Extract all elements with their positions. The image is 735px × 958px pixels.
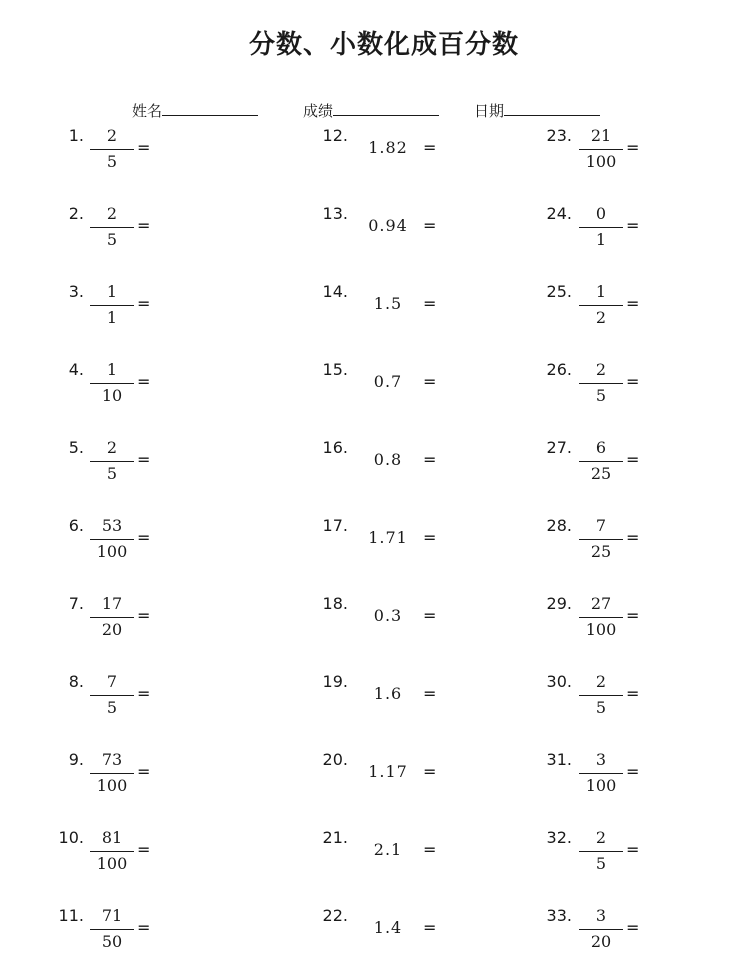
decimal-value: 0.3 (373, 606, 403, 625)
problem-number: 21. (322, 828, 348, 847)
equals-sign: = (423, 528, 437, 547)
equals-sign: = (423, 684, 437, 703)
problem-number: 15. (322, 360, 348, 379)
fraction (579, 750, 623, 802)
fraction-denominator: 25 (590, 464, 612, 483)
problem-number: 24. (546, 204, 572, 223)
fraction-denominator: 50 (101, 932, 123, 951)
fraction-numerator: 6 (595, 438, 607, 457)
problem-number: 6. (68, 516, 84, 535)
decimal-value: 0.7 (373, 372, 403, 391)
fraction-denominator: 100 (585, 776, 617, 795)
fraction-bar (579, 695, 623, 696)
fraction (579, 438, 623, 490)
fraction-numerator: 81 (101, 828, 123, 847)
equals-sign: = (626, 840, 640, 859)
decimal-value: 2.1 (373, 840, 403, 859)
fraction-denominator: 100 (96, 854, 128, 873)
date-blank[interactable] (504, 100, 600, 116)
fraction (579, 906, 623, 958)
fraction-numerator: 1 (106, 282, 118, 301)
decimal-value: 0.8 (373, 450, 403, 469)
equals-sign: = (423, 216, 437, 235)
equals-sign: = (137, 918, 151, 937)
fraction-numerator: 73 (101, 750, 123, 769)
fraction (579, 828, 623, 880)
equals-sign: = (423, 138, 437, 157)
fraction-numerator: 7 (595, 516, 607, 535)
equals-sign: = (626, 762, 640, 781)
fraction-denominator: 100 (585, 152, 617, 171)
problem-number: 18. (322, 594, 348, 613)
equals-sign: = (137, 216, 151, 235)
fraction-bar (90, 461, 134, 462)
decimal-value: 1.17 (368, 762, 408, 781)
decimal-value: 1.6 (373, 684, 403, 703)
fraction (579, 204, 623, 256)
problem-number: 4. (68, 360, 84, 379)
fraction-bar (579, 149, 623, 150)
equals-sign: = (137, 684, 151, 703)
fraction (579, 126, 623, 178)
equals-sign: = (626, 294, 640, 313)
equals-sign: = (137, 450, 151, 469)
fraction-numerator: 2 (106, 438, 118, 457)
fraction-bar (579, 383, 623, 384)
equals-sign: = (423, 294, 437, 313)
equals-sign: = (137, 294, 151, 313)
equals-sign: = (626, 138, 640, 157)
fraction-denominator: 100 (96, 776, 128, 795)
problem-number: 17. (322, 516, 348, 535)
fraction-numerator: 53 (101, 516, 123, 535)
fraction-denominator: 10 (101, 386, 123, 405)
problem-number: 10. (58, 828, 84, 847)
fraction-denominator: 1 (595, 230, 607, 249)
fraction-bar (579, 227, 623, 228)
problem-number: 33. (546, 906, 572, 925)
fraction-numerator: 2 (595, 828, 607, 847)
fraction (579, 516, 623, 568)
fraction-bar (90, 539, 134, 540)
problem-number: 27. (546, 438, 572, 457)
problem-number: 32. (546, 828, 572, 847)
fraction-bar (579, 851, 623, 852)
problem-number: 13. (322, 204, 348, 223)
problem-number: 1. (68, 126, 84, 145)
fraction-denominator: 100 (96, 542, 128, 561)
fraction-bar (579, 461, 623, 462)
equals-sign: = (626, 528, 640, 547)
fraction-bar (579, 929, 623, 930)
fraction-denominator: 5 (595, 854, 607, 873)
fraction-bar (90, 773, 134, 774)
problem-number: 30. (546, 672, 572, 691)
problem-number: 29. (546, 594, 572, 613)
fraction-denominator: 1 (106, 308, 118, 327)
problem-number: 23. (546, 126, 572, 145)
fraction (579, 360, 623, 412)
decimal-value: 1.71 (368, 528, 408, 547)
fraction-bar (90, 617, 134, 618)
decimal-value: 1.82 (368, 138, 408, 157)
fraction-numerator: 1 (595, 282, 607, 301)
problem-number: 19. (322, 672, 348, 691)
equals-sign: = (137, 840, 151, 859)
fraction-numerator: 3 (595, 906, 607, 925)
name-field[interactable] (132, 100, 258, 121)
fraction-denominator: 5 (106, 152, 118, 171)
decimal-value: 0.94 (368, 216, 408, 235)
fraction-numerator: 17 (101, 594, 123, 613)
problem-number: 28. (546, 516, 572, 535)
date-field[interactable] (474, 100, 600, 121)
problem-number: 3. (68, 282, 84, 301)
problem-number: 25. (546, 282, 572, 301)
fraction (90, 282, 134, 334)
fraction-bar (579, 773, 623, 774)
fraction (90, 204, 134, 256)
fraction-bar (90, 851, 134, 852)
fraction-denominator: 5 (106, 698, 118, 717)
fraction-numerator: 71 (101, 906, 123, 925)
equals-sign: = (423, 606, 437, 625)
problem-number: 8. (68, 672, 84, 691)
fraction-denominator: 5 (595, 386, 607, 405)
problem-number: 2. (68, 204, 84, 223)
equals-sign: = (137, 528, 151, 547)
equals-sign: = (626, 684, 640, 703)
fraction-bar (579, 539, 623, 540)
problem-number: 9. (68, 750, 84, 769)
fraction-numerator: 1 (106, 360, 118, 379)
fraction (90, 828, 134, 880)
decimal-value: 1.4 (373, 918, 403, 937)
fraction-bar (90, 929, 134, 930)
score-field[interactable] (303, 100, 439, 121)
problem-number: 20. (322, 750, 348, 769)
name-label: 姓名 (132, 102, 163, 120)
fraction (90, 126, 134, 178)
fraction-numerator: 0 (595, 204, 607, 223)
problem-number: 26. (546, 360, 572, 379)
fraction-numerator: 27 (590, 594, 612, 613)
fraction (579, 672, 623, 724)
fraction-numerator: 7 (106, 672, 118, 691)
page-title: 分数、小数化成百分数 (248, 30, 519, 60)
equals-sign: = (423, 372, 437, 391)
fraction-numerator: 3 (595, 750, 607, 769)
equals-sign: = (423, 840, 437, 859)
fraction-bar (90, 383, 134, 384)
fraction-denominator: 5 (595, 698, 607, 717)
fraction-bar (90, 149, 134, 150)
fraction (90, 516, 134, 568)
fraction-denominator: 5 (106, 464, 118, 483)
equals-sign: = (626, 450, 640, 469)
problem-number: 12. (322, 126, 348, 145)
fraction-numerator: 2 (106, 204, 118, 223)
fraction-bar (90, 695, 134, 696)
problem-number: 22. (322, 906, 348, 925)
equals-sign: = (137, 606, 151, 625)
equals-sign: = (137, 138, 151, 157)
fraction-denominator: 2 (595, 308, 607, 327)
fraction (90, 750, 134, 802)
problem-number: 14. (322, 282, 348, 301)
equals-sign: = (423, 762, 437, 781)
problem-number: 7. (68, 594, 84, 613)
score-label: 成绩 (303, 102, 334, 120)
equals-sign: = (626, 216, 640, 235)
fraction-numerator: 2 (106, 126, 118, 145)
fraction (90, 360, 134, 412)
fraction-bar (90, 305, 134, 306)
name-blank[interactable] (162, 100, 258, 116)
equals-sign: = (626, 372, 640, 391)
fraction-bar (90, 227, 134, 228)
fraction-denominator: 20 (101, 620, 123, 639)
date-label: 日期 (474, 102, 505, 120)
fraction (90, 906, 134, 958)
equals-sign: = (626, 918, 640, 937)
problem-number: 16. (322, 438, 348, 457)
fraction-numerator: 2 (595, 672, 607, 691)
equals-sign: = (626, 606, 640, 625)
equals-sign: = (423, 918, 437, 937)
equals-sign: = (423, 450, 437, 469)
score-blank[interactable] (333, 100, 439, 116)
problem-number: 31. (546, 750, 572, 769)
fraction-numerator: 21 (590, 126, 612, 145)
fraction (90, 672, 134, 724)
problem-number: 5. (68, 438, 84, 457)
problem-number: 11. (58, 906, 84, 925)
fraction-bar (579, 305, 623, 306)
fraction-denominator: 100 (585, 620, 617, 639)
fraction-denominator: 25 (590, 542, 612, 561)
fraction (90, 594, 134, 646)
decimal-value: 1.5 (373, 294, 403, 313)
fraction (90, 438, 134, 490)
equals-sign: = (137, 372, 151, 391)
fraction-denominator: 20 (590, 932, 612, 951)
fraction (579, 594, 623, 646)
fraction-bar (579, 617, 623, 618)
equals-sign: = (137, 762, 151, 781)
fraction-numerator: 2 (595, 360, 607, 379)
fraction-denominator: 5 (106, 230, 118, 249)
fraction (579, 282, 623, 334)
